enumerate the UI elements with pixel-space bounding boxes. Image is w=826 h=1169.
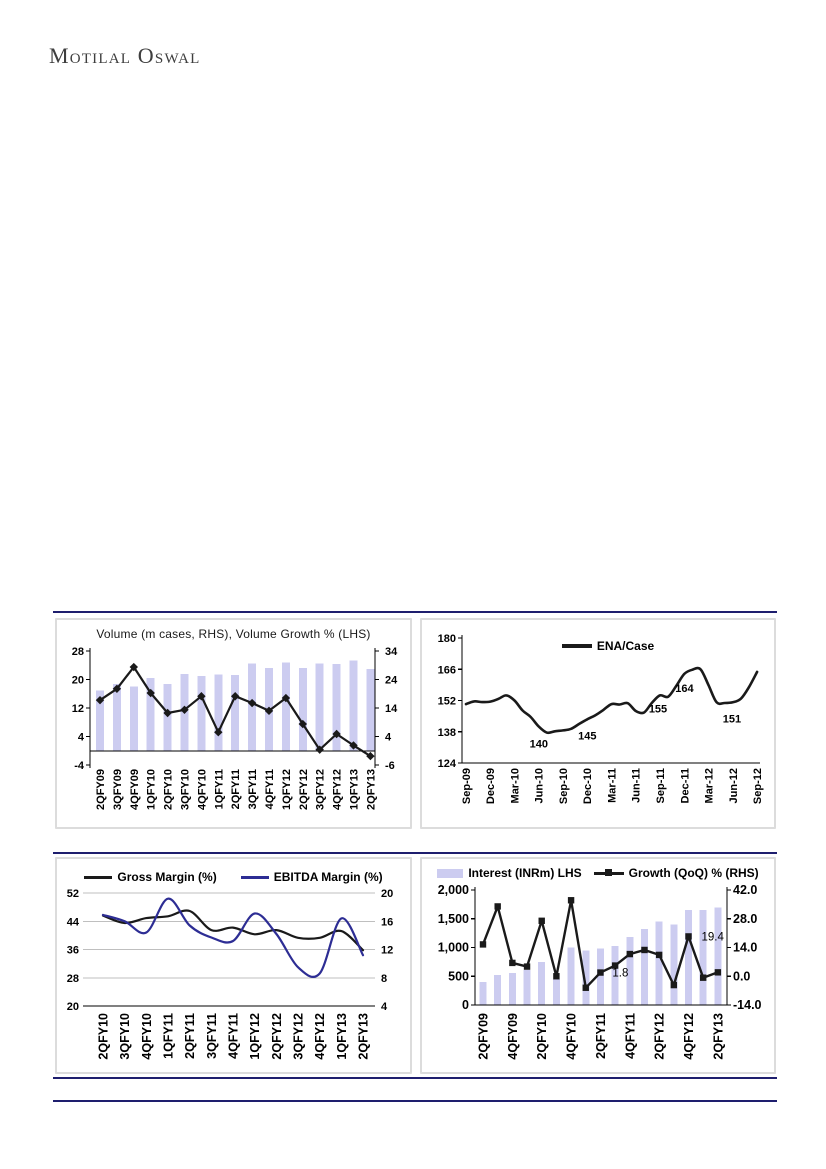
svg-text:4QFY09: 4QFY09	[128, 769, 141, 810]
svg-text:20: 20	[381, 888, 394, 900]
legend-swatch-line-thick	[562, 644, 592, 648]
legend-item	[437, 866, 581, 880]
svg-text:36: 36	[66, 944, 79, 957]
legend-swatch-line	[241, 876, 269, 879]
svg-text:2QFY10: 2QFY10	[162, 769, 175, 810]
svg-text:152: 152	[437, 695, 456, 708]
svg-text:4QFY10: 4QFY10	[196, 769, 209, 810]
svg-text:180: 180	[437, 633, 456, 645]
svg-text:2QFY11: 2QFY11	[183, 1013, 198, 1059]
svg-text:4: 4	[385, 731, 392, 744]
svg-text:44: 44	[66, 916, 79, 929]
legend-label: ENA/Case	[596, 639, 655, 653]
svg-text:145: 145	[578, 730, 597, 743]
svg-text:151: 151	[722, 713, 742, 726]
svg-text:14.0: 14.0	[733, 940, 758, 955]
legend-item	[594, 866, 759, 880]
svg-text:140: 140	[529, 738, 548, 751]
chart-panel-interest-growth	[420, 857, 776, 1074]
svg-text:3QFY09: 3QFY09	[111, 769, 124, 810]
svg-text:3QFY11: 3QFY11	[247, 769, 260, 810]
svg-text:4QFY09: 4QFY09	[505, 1013, 520, 1060]
chart-panel-ena-case	[420, 618, 776, 829]
svg-text:124: 124	[437, 758, 456, 770]
svg-text:2,000: 2,000	[437, 883, 469, 897]
svg-text:155: 155	[648, 703, 668, 716]
svg-text:3QFY10: 3QFY10	[179, 769, 192, 810]
svg-text:Sep-11: Sep-11	[655, 768, 667, 804]
svg-text:2QFY11: 2QFY11	[230, 769, 243, 810]
svg-text:2QFY09: 2QFY09	[476, 1013, 491, 1060]
svg-text:2QFY13: 2QFY13	[365, 769, 378, 810]
legend-label: Interest (INRm) LHS	[468, 866, 582, 880]
svg-text:Jun-11: Jun-11	[630, 768, 643, 803]
svg-text:4QFY12: 4QFY12	[313, 1013, 328, 1060]
svg-text:4: 4	[381, 1001, 388, 1013]
margins-chart	[55, 857, 412, 1074]
legend-swatch-line	[84, 876, 112, 879]
svg-text:28.0: 28.0	[733, 911, 758, 926]
svg-text:4QFY11: 4QFY11	[226, 1013, 241, 1059]
svg-text:0.0: 0.0	[733, 969, 751, 984]
svg-text:Sep-12: Sep-12	[752, 768, 764, 805]
svg-text:16: 16	[381, 916, 394, 929]
chart-panel-volume-growth	[55, 618, 412, 829]
legend-item	[84, 870, 216, 884]
svg-text:2QFY12: 2QFY12	[652, 1013, 667, 1060]
svg-text:20: 20	[71, 674, 84, 687]
svg-text:4QFY11: 4QFY11	[623, 1013, 638, 1059]
chart-legend	[57, 869, 410, 885]
svg-text:20: 20	[66, 1001, 79, 1013]
svg-text:2QFY10: 2QFY10	[96, 1013, 111, 1060]
svg-text:1QFY13: 1QFY13	[334, 1013, 349, 1060]
legend-swatch-line-marker	[594, 872, 624, 875]
svg-text:14: 14	[385, 703, 398, 715]
svg-text:500: 500	[448, 969, 469, 984]
divider-rule-footer	[53, 1100, 777, 1102]
chart-legend	[422, 865, 774, 881]
svg-text:3QFY11: 3QFY11	[204, 1013, 219, 1059]
svg-text:42.0: 42.0	[733, 883, 758, 897]
svg-text:Mar-12: Mar-12	[703, 768, 716, 804]
svg-text:Jun-10: Jun-10	[533, 768, 546, 804]
legend-label: EBITDA Margin (%)	[273, 870, 383, 884]
svg-text:Sep-10: Sep-10	[558, 768, 570, 805]
legend-item	[241, 870, 383, 884]
legend-swatch-bar	[437, 869, 463, 878]
svg-text:4QFY10: 4QFY10	[564, 1013, 579, 1060]
svg-text:0: 0	[462, 998, 469, 1012]
svg-text:4: 4	[77, 731, 84, 744]
svg-text:12: 12	[381, 944, 394, 957]
svg-text:2QFY11: 2QFY11	[593, 1013, 608, 1059]
svg-text:Dec-10: Dec-10	[582, 768, 595, 805]
svg-text:Dec-09: Dec-09	[485, 768, 498, 805]
svg-text:Dec-11: Dec-11	[679, 768, 692, 804]
svg-text:28: 28	[66, 972, 79, 985]
legend-item	[562, 639, 654, 653]
svg-text:2QFY12: 2QFY12	[269, 1013, 284, 1060]
svg-text:138: 138	[437, 726, 456, 739]
svg-text:Jun-12: Jun-12	[727, 768, 740, 804]
svg-text:Sep-09: Sep-09	[461, 768, 473, 805]
chart-panel-margins	[55, 857, 412, 1074]
svg-text:1,500: 1,500	[437, 911, 469, 926]
svg-text:4QFY10: 4QFY10	[139, 1013, 154, 1060]
svg-text:1QFY11: 1QFY11	[161, 1013, 176, 1059]
svg-text:1.8: 1.8	[612, 967, 629, 980]
svg-text:3QFY12: 3QFY12	[291, 1013, 306, 1060]
svg-text:2QFY12: 2QFY12	[297, 769, 310, 810]
svg-text:4QFY12: 4QFY12	[682, 1013, 696, 1060]
svg-text:164: 164	[675, 682, 694, 695]
svg-text:19.4: 19.4	[701, 931, 724, 944]
brand-logo: Motilal Oswal	[49, 43, 201, 68]
svg-text:24: 24	[385, 674, 398, 687]
svg-text:2QFY09: 2QFY09	[95, 769, 107, 810]
svg-text:12: 12	[71, 703, 84, 715]
svg-text:4QFY11: 4QFY11	[264, 769, 276, 810]
svg-text:28: 28	[71, 646, 84, 658]
chart-title: Volume (m cases, RHS), Volume Growth % (LHS)	[96, 627, 371, 641]
svg-text:3QFY12: 3QFY12	[314, 769, 327, 810]
svg-text:2QFY13: 2QFY13	[356, 1013, 371, 1060]
svg-text:2QFY13: 2QFY13	[711, 1013, 726, 1060]
divider-rule-middle	[53, 852, 777, 854]
svg-text:3QFY10: 3QFY10	[118, 1013, 133, 1060]
svg-text:1QFY11: 1QFY11	[213, 769, 226, 810]
svg-text:2QFY10: 2QFY10	[535, 1013, 550, 1060]
svg-text:166: 166	[437, 664, 456, 677]
svg-text:-6: -6	[385, 760, 395, 772]
svg-text:1,000: 1,000	[437, 940, 469, 955]
divider-rule-bottom	[53, 1077, 777, 1079]
svg-text:-4: -4	[74, 760, 84, 772]
svg-text:-14.0: -14.0	[733, 998, 762, 1012]
volume-growth-chart	[55, 618, 412, 829]
divider-rule-top	[53, 611, 777, 613]
svg-text:8: 8	[381, 972, 388, 985]
svg-text:1QFY12: 1QFY12	[280, 769, 293, 810]
svg-text:1QFY13: 1QFY13	[348, 769, 361, 810]
svg-text:Mar-10: Mar-10	[509, 768, 522, 804]
svg-text:1QFY10: 1QFY10	[145, 769, 158, 810]
svg-text:34: 34	[385, 646, 398, 658]
chart-legend	[422, 638, 784, 654]
legend-label: Gross Margin (%)	[117, 870, 217, 884]
interest-growth-chart	[420, 857, 776, 1074]
svg-text:52: 52	[66, 888, 79, 900]
legend-label: Growth (QoQ) % (RHS)	[628, 866, 759, 880]
svg-text:4QFY12: 4QFY12	[331, 769, 344, 810]
svg-text:1QFY12: 1QFY12	[248, 1013, 263, 1060]
svg-text:Mar-11: Mar-11	[606, 768, 619, 803]
